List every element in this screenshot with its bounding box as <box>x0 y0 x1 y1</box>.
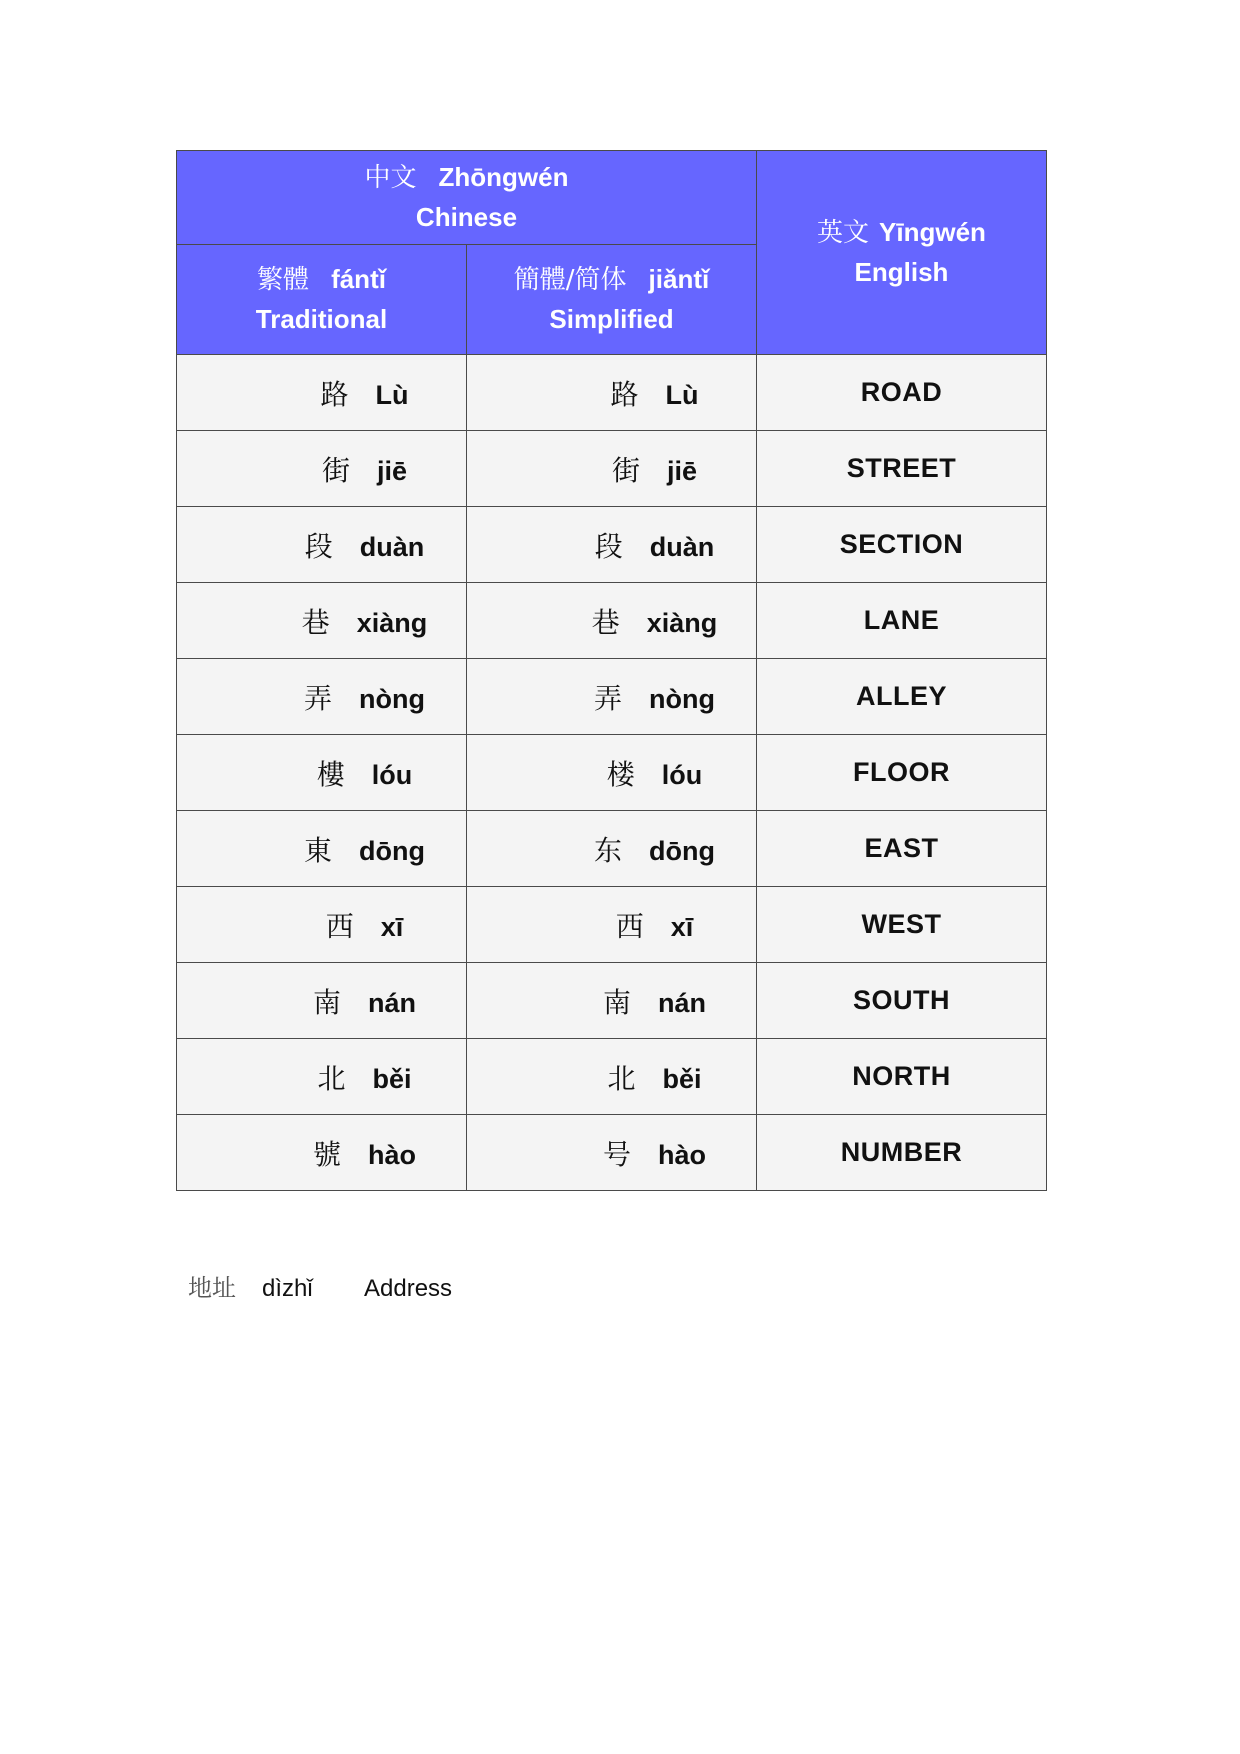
traditional-cell <box>177 887 467 963</box>
english-cell: LANE <box>757 583 1047 659</box>
simplified-pinyin: lóu <box>661 759 703 790</box>
simplified-pinyin: běi <box>662 1063 702 1094</box>
traditional-cell <box>177 1039 467 1115</box>
simplified-pinyin: Lù <box>665 379 699 410</box>
simplified-cell <box>467 583 757 659</box>
english-header-en: English <box>854 257 949 287</box>
english-cell: ROAD <box>757 355 1047 431</box>
traditional-cell <box>177 1115 467 1191</box>
english-header-zh: 英文 <box>817 218 870 248</box>
table-row <box>177 811 1047 887</box>
simplified-pinyin: hào <box>657 1139 706 1170</box>
chinese-header-en: Chinese <box>415 202 518 232</box>
traditional-pinyin: hào <box>367 1139 416 1170</box>
traditional-pinyin: Lù <box>375 379 409 410</box>
simplified-pinyin: nán <box>657 987 706 1018</box>
english-cell: ALLEY <box>757 659 1047 735</box>
traditional-pinyin: dōng <box>359 835 425 866</box>
table-row <box>177 1115 1047 1191</box>
traditional-column-header <box>177 245 467 355</box>
chinese-header-zh: 中文 <box>364 163 417 193</box>
traditional-char: 樓 <box>316 757 345 791</box>
address-pinyin: dìzhǐ <box>262 1275 313 1302</box>
traditional-header-pinyin: fántǐ <box>331 264 386 294</box>
table-row <box>177 1039 1047 1115</box>
english-cell: WEST <box>757 887 1047 963</box>
table-row <box>177 507 1047 583</box>
traditional-cell <box>177 811 467 887</box>
simplified-cell <box>467 811 757 887</box>
traditional-char: 巷 <box>301 605 330 639</box>
traditional-char: 北 <box>317 1061 346 1095</box>
traditional-pinyin: duàn <box>359 531 425 562</box>
table-row <box>177 355 1047 431</box>
chinese-header-pinyin: Zhōngwén <box>438 162 569 192</box>
simplified-char: 巷 <box>591 605 620 639</box>
simplified-cell <box>467 1115 757 1191</box>
simplified-cell <box>467 1039 757 1115</box>
simplified-header-zh: 簡體/简体 <box>513 265 627 295</box>
simplified-pinyin: nòng <box>649 683 715 714</box>
simplified-pinyin: xī <box>670 911 694 942</box>
table-row <box>177 963 1047 1039</box>
traditional-cell <box>177 659 467 735</box>
table-header <box>177 151 1047 355</box>
simplified-char: 楼 <box>606 757 635 791</box>
simplified-cell <box>467 431 757 507</box>
traditional-cell <box>177 431 467 507</box>
traditional-char: 西 <box>325 909 354 943</box>
simplified-header-en: Simplified <box>549 304 674 334</box>
table-row <box>177 659 1047 735</box>
traditional-char: 街 <box>321 453 350 487</box>
address-zh: 地址 <box>188 1274 236 1302</box>
simplified-header-pinyin: jiǎntǐ <box>648 264 710 294</box>
simplified-cell <box>467 659 757 735</box>
simplified-char: 弄 <box>593 681 622 715</box>
traditional-char: 南 <box>312 985 341 1019</box>
simplified-char: 西 <box>615 909 644 943</box>
traditional-pinyin: jiē <box>376 455 408 486</box>
table-row <box>177 887 1047 963</box>
simplified-cell <box>467 963 757 1039</box>
chinese-column-header <box>177 151 757 245</box>
english-cell: SOUTH <box>757 963 1047 1039</box>
simplified-cell <box>467 507 757 583</box>
simplified-char: 段 <box>594 529 623 563</box>
simplified-char: 东 <box>593 833 622 867</box>
simplified-cell <box>467 355 757 431</box>
table-body <box>177 355 1047 1191</box>
simplified-pinyin: xiàng <box>646 607 718 638</box>
traditional-cell <box>177 507 467 583</box>
traditional-header-zh: 繁體 <box>257 265 310 295</box>
table-row <box>177 735 1047 811</box>
simplified-char: 南 <box>602 985 631 1019</box>
traditional-char: 號 <box>312 1137 341 1171</box>
traditional-char: 段 <box>304 529 333 563</box>
english-cell: EAST <box>757 811 1047 887</box>
traditional-pinyin: nòng <box>359 683 425 714</box>
simplified-char: 路 <box>610 377 639 411</box>
address-terms-table <box>176 150 1047 1191</box>
simplified-pinyin: jiē <box>666 455 698 486</box>
traditional-pinyin: běi <box>372 1063 412 1094</box>
traditional-cell <box>177 963 467 1039</box>
english-cell: NUMBER <box>757 1115 1047 1191</box>
traditional-pinyin: xiàng <box>356 607 428 638</box>
traditional-char: 東 <box>303 833 332 867</box>
english-column-header <box>757 151 1047 355</box>
traditional-cell <box>177 355 467 431</box>
traditional-pinyin: xī <box>380 911 404 942</box>
simplified-cell <box>467 735 757 811</box>
simplified-column-header <box>467 245 757 355</box>
simplified-cell <box>467 887 757 963</box>
address-line <box>188 1268 452 1303</box>
address-en: Address <box>364 1275 453 1302</box>
traditional-cell <box>177 735 467 811</box>
table-row <box>177 583 1047 659</box>
simplified-pinyin: dōng <box>649 835 715 866</box>
english-cell: NORTH <box>757 1039 1047 1115</box>
traditional-char: 弄 <box>303 681 332 715</box>
table-row <box>177 431 1047 507</box>
simplified-char: 号 <box>602 1137 631 1171</box>
simplified-char: 街 <box>611 453 640 487</box>
traditional-char: 路 <box>320 377 349 411</box>
simplified-pinyin: duàn <box>649 531 715 562</box>
english-cell: FLOOR <box>757 735 1047 811</box>
english-header-pinyin: Yīngwén <box>879 217 986 247</box>
traditional-header-en: Traditional <box>255 304 388 334</box>
english-cell: STREET <box>757 431 1047 507</box>
english-cell: SECTION <box>757 507 1047 583</box>
simplified-char: 北 <box>607 1061 636 1095</box>
traditional-pinyin: lóu <box>371 759 413 790</box>
traditional-pinyin: nán <box>367 987 416 1018</box>
traditional-cell <box>177 583 467 659</box>
